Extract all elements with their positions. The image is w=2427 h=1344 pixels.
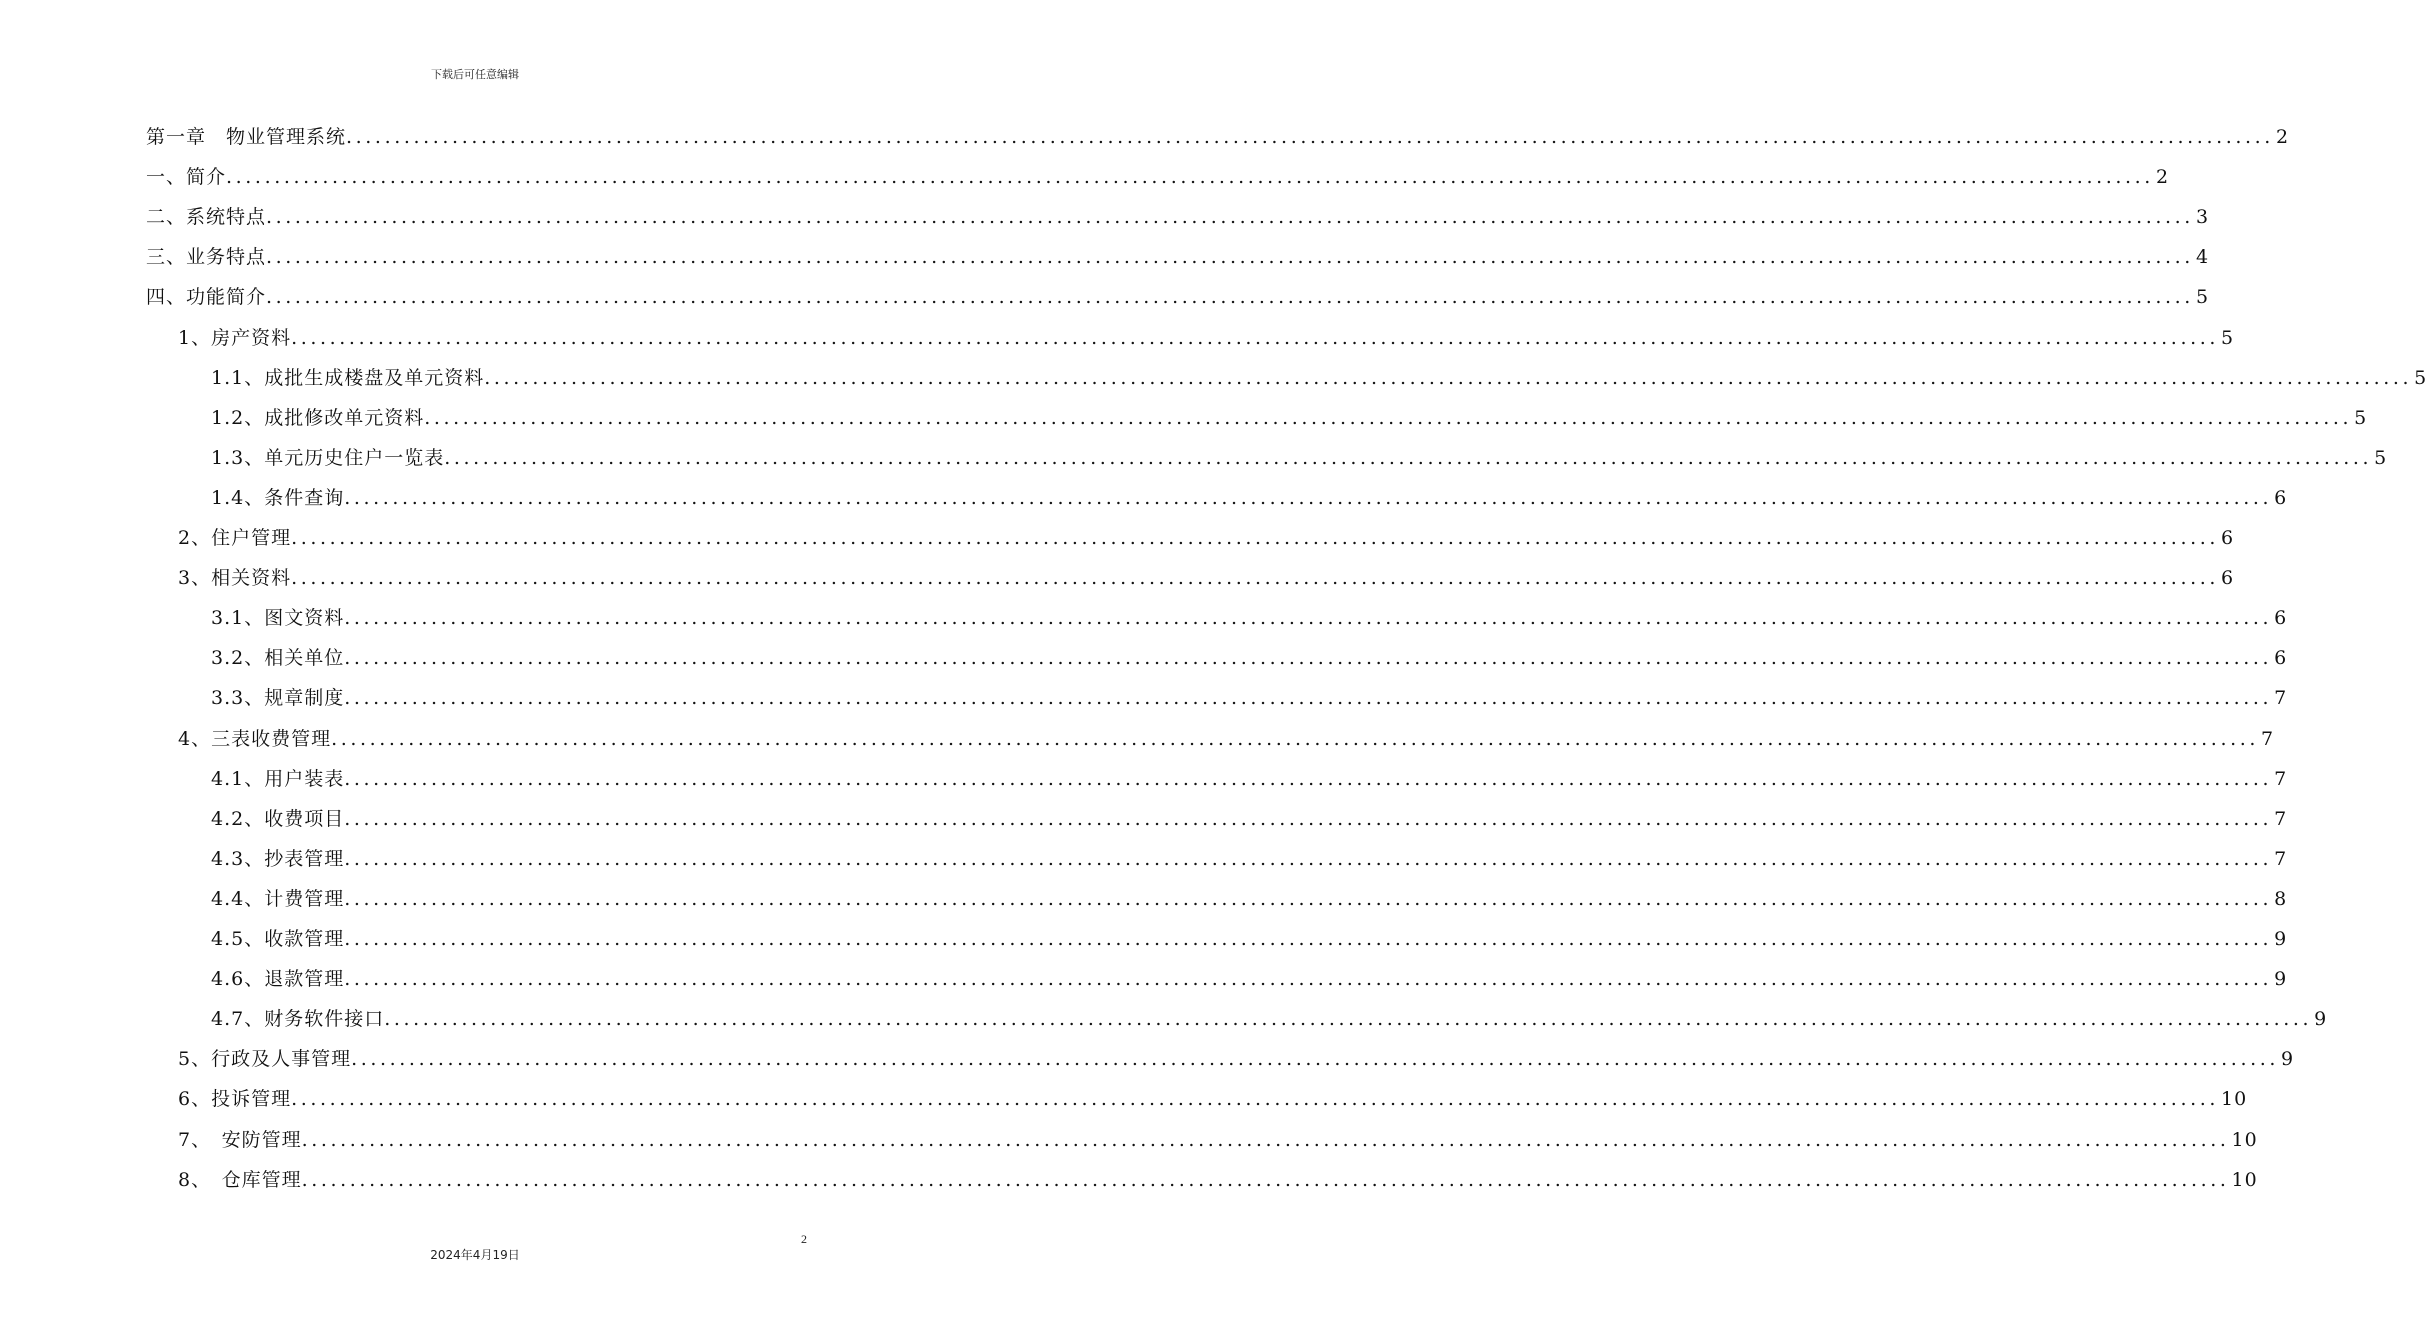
toc-entry-label: 4.2、收费项目 bbox=[211, 808, 345, 830]
toc-dot-leader: ........................................................................................................................................................................................................ bbox=[344, 968, 2273, 990]
toc-entry[interactable] bbox=[211, 919, 2288, 959]
toc-entry-page: 7 bbox=[2261, 728, 2275, 750]
toc-entry[interactable] bbox=[211, 478, 2288, 518]
toc-entry-label: 3.3、规章制度 bbox=[211, 687, 345, 709]
toc-entry-label: 7、 安防管理 bbox=[178, 1129, 302, 1151]
toc-dot-leader: ........................................................................................................................................................................................................ bbox=[384, 1008, 2313, 1030]
toc-entry-page: 9 bbox=[2281, 1048, 2295, 1070]
toc-entry-label: 8、 仓库管理 bbox=[178, 1169, 302, 1191]
toc-entry[interactable] bbox=[211, 839, 2288, 879]
toc-entry-page: 6 bbox=[2221, 567, 2235, 589]
toc-entry-page: 6 bbox=[2221, 527, 2235, 549]
toc-entry-label: 2、住户管理 bbox=[178, 527, 292, 549]
toc-entry-label: 1、房产资料 bbox=[178, 327, 292, 349]
toc-entry[interactable] bbox=[178, 318, 2235, 358]
toc-entry-label: 第一章 物业管理系统 bbox=[146, 126, 347, 148]
toc-entry-label: 3、相关资料 bbox=[178, 567, 292, 589]
toc-entry-page: 2 bbox=[2275, 126, 2290, 148]
toc-entry-label: 4.3、抄表管理 bbox=[211, 848, 345, 870]
toc-entry[interactable] bbox=[146, 277, 2210, 317]
toc-entry[interactable] bbox=[178, 518, 2235, 558]
toc-dot-leader: ........................................................................................................................................................................................................ bbox=[351, 1048, 2280, 1070]
toc-dot-leader: ........................................................................................................................................................................................................ bbox=[344, 848, 2273, 870]
toc-entry[interactable] bbox=[211, 999, 2328, 1039]
toc-entry-page: 6 bbox=[2274, 607, 2288, 629]
toc-entry-label: 4.4、计费管理 bbox=[211, 888, 345, 910]
toc-entry-page: 3 bbox=[2195, 206, 2210, 228]
toc-entry[interactable] bbox=[178, 719, 2275, 759]
toc-dot-leader: ........................................................................................................................................................................................................ bbox=[301, 1169, 2230, 1191]
page-number: 2 bbox=[801, 1232, 807, 1246]
toc-entry-label: 1.2、成批修改单元资料 bbox=[211, 407, 425, 429]
toc-dot-leader: ........................................................................................................................................................................................................ bbox=[291, 327, 2220, 349]
toc-entry-label: 1.1、成批生成楼盘及单元资料 bbox=[211, 367, 485, 389]
toc-entry-label: 4.5、收款管理 bbox=[211, 928, 345, 950]
toc-entry[interactable] bbox=[178, 1120, 2258, 1160]
toc-dot-leader: ........................................................................................................................................................................................................ bbox=[344, 647, 2273, 669]
toc-dot-leader: ........................................................................................................................................................................................................ bbox=[444, 447, 2373, 469]
toc-entry-page: 2 bbox=[2155, 166, 2170, 188]
toc-entry-page: 5 bbox=[2221, 327, 2235, 349]
toc-dot-leader: ........................................................................................................................................................................................................ bbox=[344, 687, 2273, 709]
toc-dot-leader: ........................................................................................................................................................................................................ bbox=[266, 206, 2194, 228]
toc-entry-page: 7 bbox=[2274, 848, 2288, 870]
toc-dot-leader: ........................................................................................................................................................................................................ bbox=[344, 487, 2273, 509]
toc-entry-label: 1.4、条件查询 bbox=[211, 487, 345, 509]
toc-entry-page: 7 bbox=[2274, 808, 2288, 830]
toc-dot-leader: ........................................................................................................................................................................................................ bbox=[484, 367, 2413, 389]
toc-dot-leader: ........................................................................................................................................................................................................ bbox=[266, 246, 2194, 268]
toc-entry-label: 5、行政及人事管理 bbox=[178, 1048, 352, 1070]
toc-entry-label: 3.1、图文资料 bbox=[211, 607, 345, 629]
toc-entry-label: 1.3、单元历史住户一览表 bbox=[211, 447, 445, 469]
toc-dot-leader: ........................................................................................................................................................................................................ bbox=[266, 286, 2194, 308]
toc-entry-label: 4.1、用户装表 bbox=[211, 768, 345, 790]
toc-dot-leader: ........................................................................................................................................................................................................ bbox=[344, 768, 2273, 790]
toc-entry-label: 四、功能简介 bbox=[146, 286, 267, 308]
toc-entry-page: 10 bbox=[2231, 1169, 2258, 1191]
toc-entry[interactable] bbox=[146, 117, 2290, 157]
toc-dot-leader: ........................................................................................................................................................................................................ bbox=[331, 728, 2260, 750]
toc-entry[interactable] bbox=[178, 558, 2235, 598]
toc-entry-page: 9 bbox=[2274, 928, 2288, 950]
toc-dot-leader: ........................................................................................................................................................................................................ bbox=[344, 607, 2273, 629]
toc-entry-page: 4 bbox=[2195, 246, 2210, 268]
toc-entry[interactable] bbox=[146, 237, 2210, 277]
toc-entry-page: 6 bbox=[2274, 487, 2288, 509]
toc-dot-leader: ........................................................................................................................................................................................................ bbox=[291, 1088, 2220, 1110]
toc-dot-leader: ........................................................................................................................................................................................................ bbox=[291, 527, 2220, 549]
toc-entry[interactable] bbox=[211, 598, 2288, 638]
toc-entry[interactable] bbox=[146, 157, 2170, 197]
toc-dot-leader: ........................................................................................................................................................................................................ bbox=[424, 407, 2353, 429]
toc-entry-page: 9 bbox=[2274, 968, 2288, 990]
toc-entry-label: 二、系统特点 bbox=[146, 206, 267, 228]
toc-entry-page: 7 bbox=[2274, 687, 2288, 709]
footer-date: 2024年4月19日 bbox=[430, 1248, 520, 1262]
toc-entry-page: 8 bbox=[2274, 888, 2288, 910]
toc-entry-label: 6、投诉管理 bbox=[178, 1088, 292, 1110]
toc-dot-leader: ........................................................................................................................................................................................................ bbox=[301, 1129, 2230, 1151]
toc-dot-leader: ........................................................................................................................................................................................................ bbox=[344, 808, 2273, 830]
toc-entry-page: 5 bbox=[2354, 407, 2368, 429]
toc-dot-leader: ........................................................................................................................................................................................................ bbox=[226, 166, 2154, 188]
toc-entry-page: 5 bbox=[2374, 447, 2388, 469]
toc-entry[interactable] bbox=[211, 799, 2288, 839]
toc-entry-page: 10 bbox=[2221, 1088, 2248, 1110]
toc-entry[interactable] bbox=[178, 1079, 2248, 1119]
toc-entry[interactable] bbox=[211, 759, 2288, 799]
toc-dot-leader: ........................................................................................................................................................................................................ bbox=[346, 126, 2274, 148]
toc-entry-page: 5 bbox=[2195, 286, 2210, 308]
toc-entry[interactable] bbox=[146, 197, 2210, 237]
toc-entry[interactable] bbox=[211, 678, 2288, 718]
toc-entry-page: 7 bbox=[2274, 768, 2288, 790]
toc-entry-label: 4.7、财务软件接口 bbox=[211, 1008, 385, 1030]
toc-entry-label: 4、三表收费管理 bbox=[178, 728, 332, 750]
toc-entry-page: 10 bbox=[2231, 1129, 2258, 1151]
toc-entry[interactable] bbox=[178, 1160, 2258, 1200]
toc-entry[interactable] bbox=[211, 638, 2288, 678]
toc-entry[interactable] bbox=[211, 879, 2288, 919]
toc-entry[interactable] bbox=[211, 959, 2288, 999]
toc-dot-leader: ........................................................................................................................................................................................................ bbox=[344, 888, 2273, 910]
toc-entry-label: 一、简介 bbox=[146, 166, 227, 188]
toc-entry-label: 4.6、退款管理 bbox=[211, 968, 345, 990]
toc-dot-leader: ........................................................................................................................................................................................................ bbox=[344, 928, 2273, 950]
toc-entry[interactable] bbox=[211, 358, 2427, 398]
toc-entry[interactable] bbox=[211, 398, 2368, 438]
toc-entry-page: 9 bbox=[2314, 1008, 2328, 1030]
header-note: 下载后可任意编辑 bbox=[431, 68, 519, 81]
toc-entry-label: 3.2、相关单位 bbox=[211, 647, 345, 669]
toc-entry[interactable] bbox=[211, 438, 2388, 478]
toc-entry[interactable] bbox=[178, 1039, 2295, 1079]
toc-entry-page: 6 bbox=[2274, 647, 2288, 669]
toc-entry-label: 三、业务特点 bbox=[146, 246, 267, 268]
toc-entry-page: 5 bbox=[2414, 367, 2427, 389]
toc-dot-leader: ........................................................................................................................................................................................................ bbox=[291, 567, 2220, 589]
